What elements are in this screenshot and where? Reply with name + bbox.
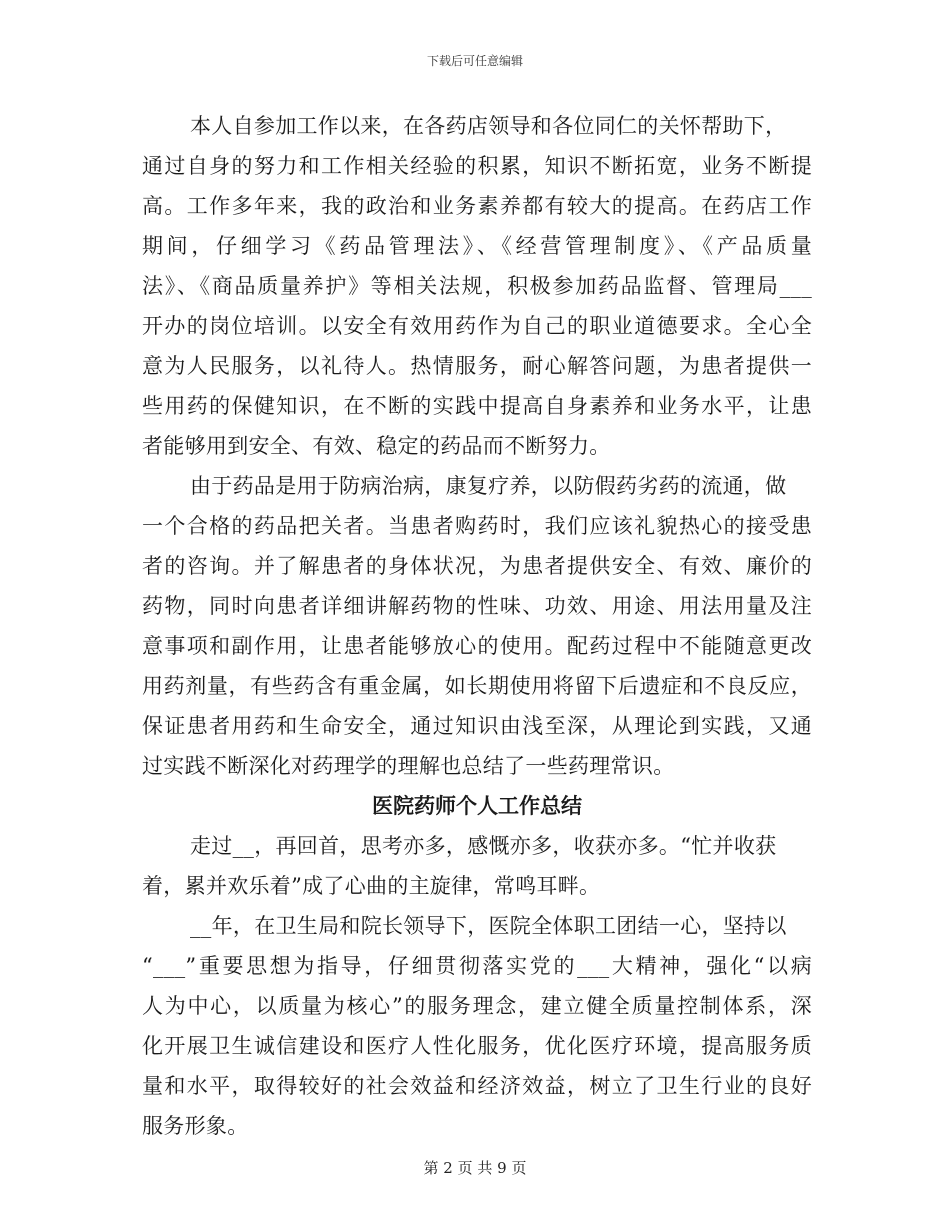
paragraph-2-line: 者的咨询。并了解患者的身体状况，为患者提供安全、有效、廉价的 xyxy=(142,554,812,578)
paragraph-2-line: 过实践不断深化对药理学的理解也总结了一些药理常识。 xyxy=(142,754,675,778)
paragraph-1-line: 本人自参加工作以来，在各药店领导和各位同仁的关怀帮助下， xyxy=(190,114,787,138)
paragraph-3-line: 着，累并欢乐着”成了心曲的主旋律，常鸣耳畔。 xyxy=(142,874,601,898)
paragraph-4-line: __年，在卫生局和院长领导下，医院全体职工团结一心，坚持以 xyxy=(190,914,787,938)
paragraph-1-line: 法》、《商品质量养护》等相关法规，积极参加药品监督、管理局___ xyxy=(142,274,812,298)
paragraph-2-line: 保证患者用药和生命安全，通过知识由浅至深，从理论到实践，又通 xyxy=(142,714,812,738)
page-number: 第 2 页 共 9 页 xyxy=(423,1159,527,1177)
paragraph-4-line: 化开展卫生诚信建设和医疗人性化服务，优化医疗环境，提高服务质 xyxy=(142,1034,812,1058)
section-title: 医院药师个人工作总结 xyxy=(372,793,582,818)
paragraph-1-line: 意为人民服务，以礼待人。热情服务，耐心解答问题，为患者提供一 xyxy=(142,354,812,378)
paragraph-2-line: 由于药品是用于防病治病，康复疗养，以防假药劣药的流通，做 xyxy=(190,474,787,498)
page-header-note: 下载后可任意编辑 xyxy=(426,54,523,68)
paragraph-4-line: 量和水平，取得较好的社会效益和经济效益，树立了卫生行业的良好 xyxy=(142,1074,812,1098)
paragraph-4-line: 服务形象。 xyxy=(142,1114,249,1138)
paragraph-2-line: 用药剂量，有些药含有重金属，如长期使用将留下后遗症和不良反应， xyxy=(142,674,812,698)
paragraph-1-line: 期间，仔细学习《药品管理法》、《经营管理制度》、《产品质量 xyxy=(142,234,812,258)
paragraph-4-line: 人为中心，以质量为核心”的服务理念，建立健全质量控制体系，深 xyxy=(142,994,812,1018)
paragraph-3-line: 走过__，再回首，思考亦多，感慨亦多，收获亦多。“忙并收获 xyxy=(190,834,777,858)
paragraph-1-line: 者能够用到安全、有效、稳定的药品而不断努力。 xyxy=(142,434,611,458)
paragraph-1-line: 高。工作多年来，我的政治和业务素养都有较大的提高。在药店工作 xyxy=(142,194,812,218)
paragraph-1-line: 些用药的保健知识，在不断的实践中提高自身素养和业务水平，让患 xyxy=(142,394,812,418)
document-body xyxy=(142,106,812,1146)
paragraph-4-line: “___”重要思想为指导，仔细贯彻落实党的___大精神，强化“以病 xyxy=(142,954,812,978)
paragraph-2-line: 意事项和副作用，让患者能够放心的使用。配药过程中不能随意更改 xyxy=(142,634,812,658)
paragraph-2-line: 药物，同时向患者详细讲解药物的性味、功效、用途、用法用量及注 xyxy=(142,594,812,618)
paragraph-2-line: 一个合格的药品把关者。当患者购药时，我们应该礼貌热心的接受患 xyxy=(142,514,812,538)
paragraph-1-line: 开办的岗位培训。以安全有效用药作为自己的职业道德要求。全心全 xyxy=(142,314,812,338)
paragraph-1-line: 通过自身的努力和工作相关经验的积累，知识不断拓宽，业务不断提 xyxy=(142,154,812,178)
